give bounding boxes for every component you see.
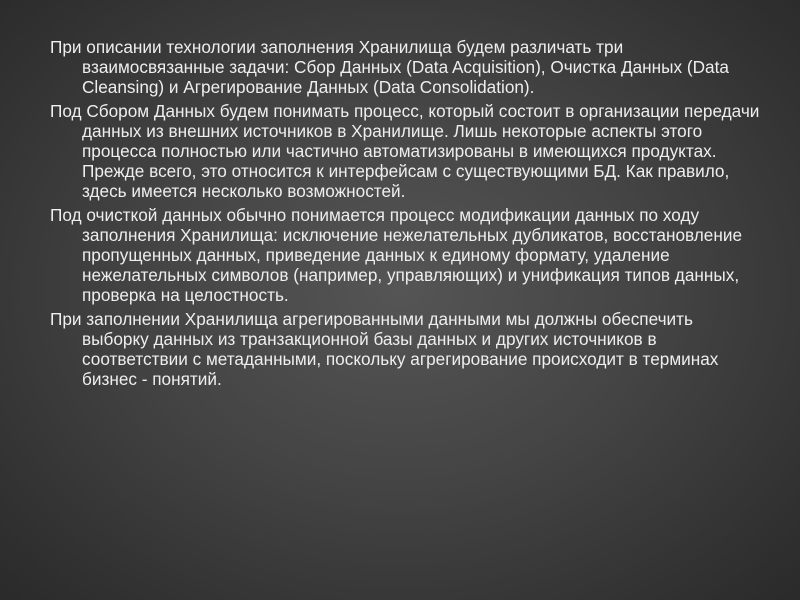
slide-body-text (50, 37, 762, 393)
paragraph-data-filling-tasks: При описании технологии заполнения Хранилища будем различать три взаимосвязанные задачи: Сбор Данных (Data Acquisition), Очистка Данных (Data Cleansing) и Агрегирование Данных (Data Consolidation). (50, 37, 729, 97)
paragraph-data-consolidation: При заполнении Хранилища агрегированными данными мы должны обеспечить выборку данных из транзакционной базы данных и других источников в соответствии с метаданными, поскольку агрегирование происходит в терминах бизнес - понятий. (50, 309, 719, 389)
paragraph-data-acquisition: Под Сбором Данных будем понимать процесс, который состоит в организации передачи данных из внешних источников в Хранилище. Лишь некоторые аспекты этого процесса полностью или частично автоматизированы в имеющихся продуктах. Прежде всего, это относится к интерфейсам с существующими БД. Как правило, здесь имеется несколько возможностей. (50, 101, 760, 201)
paragraph-data-cleansing: Под очисткой данных обычно понимается процесс модификации данных по ходу заполнения Хранилища: исключение нежелательных дубликатов, восстановление пропущенных данных, приведение данных к единому формату, удаление нежелательных символов (например, управляющих) и унификация типов данных, проверка на целостность. (50, 205, 743, 305)
